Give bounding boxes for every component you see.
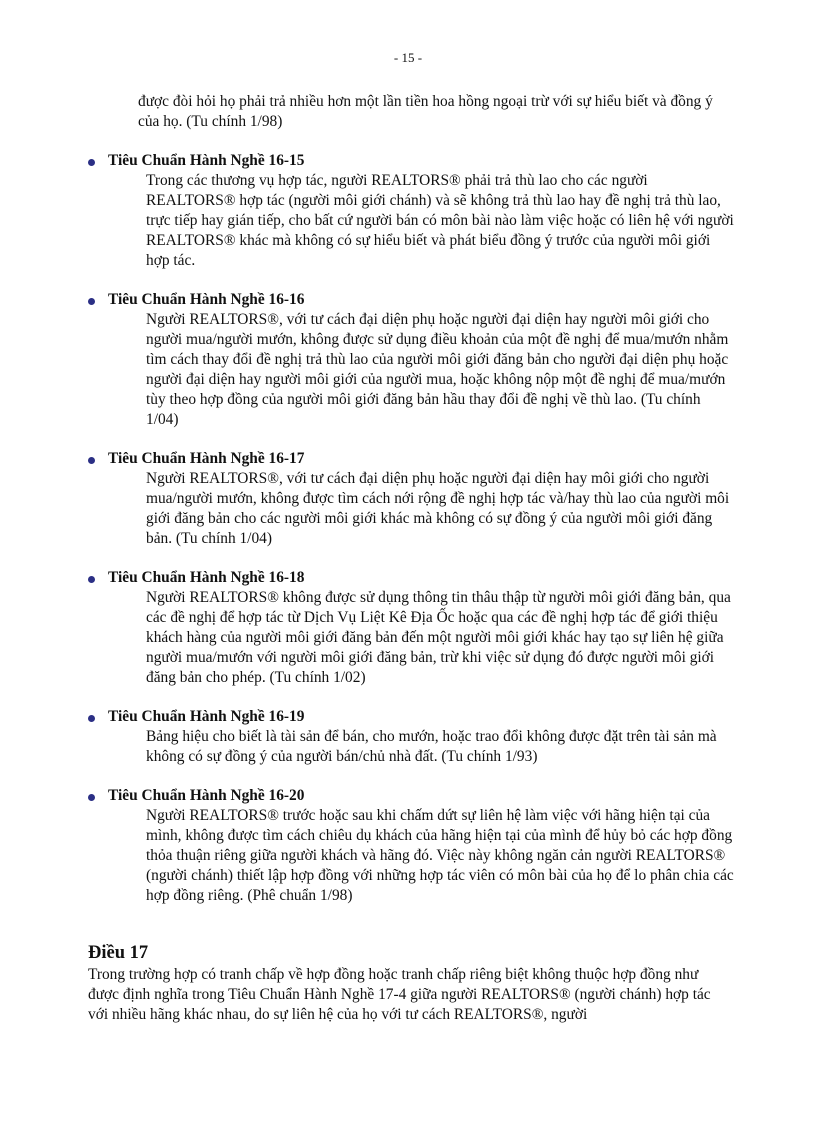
standard-title: Tiêu Chuẩn Hành Nghề 16-19 — [108, 708, 305, 725]
article-section — [88, 941, 748, 1025]
standard-title: Tiêu Chuẩn Hành Nghề 16-18 — [108, 569, 305, 586]
standard-item — [88, 568, 748, 688]
standard-heading — [88, 290, 748, 310]
standard-item — [88, 449, 748, 549]
article-body: Trong trường hợp có tranh chấp về hợp đồng hoặc tranh chấp riêng biệt không thuộc hợp đồng như được định nghĩa trong Tiêu Chuẩn Hành Nghề 17-4 giữa người REALTORS® (người chánh) hợp tác với nhiều hãng khác nhau, do sự liên hệ của họ với tư cách REALTORS®, người — [88, 966, 711, 1023]
standard-title: Tiêu Chuẩn Hành Nghề 16-15 — [108, 152, 305, 169]
bullet-icon — [88, 794, 95, 801]
standard-heading — [88, 449, 748, 469]
bullet-icon — [88, 576, 95, 583]
bullet-icon — [88, 715, 95, 722]
standard-body: Trong các thương vụ hợp tác, người REALTORS® phải trả thù lao cho các người REALTORS® hợp tác (người môi giới chánh) và sẽ không trả thù lao hay đề nghị trả thù lao, trực tiếp hay gián tiếp, cho bất cứ người bán có môn bài nào làm việc hoặc có liên hệ với người REALTORS® khác mà không có sự hiểu biết và phát biểu đồng ý trước của người môi giới hợp tác. — [146, 172, 734, 269]
standard-heading — [88, 707, 748, 727]
standard-body: Bảng hiệu cho biết là tài sản để bán, cho mướn, hoặc trao đổi không được đặt trên tài sản mà không có sự đồng ý của người bán/chủ nhà đất. (Tu chính 1/93) — [146, 728, 717, 765]
bullet-icon — [88, 159, 95, 166]
standards-list — [88, 151, 748, 925]
page-number: - 15 - — [393, 50, 423, 65]
intro-paragraph: được đòi hỏi họ phải trả nhiều hơn một lần tiền hoa hồng ngoại trừ với sự hiểu biết và đồng ý của họ. (Tu chính 1/98) — [138, 93, 713, 130]
standard-body: Người REALTORS®, với tư cách đại diện phụ hoặc người đại diện hay người môi giới cho người mua/người mướn, không được sử dụng điều khoản của một đề nghị để mua/mướn nhằm tìm cách thay đổi đề nghị trả thù lao của người môi giới đăng bản cho người đại diện phụ hoặc người đại diện hay người môi giới của người mua, hoặc không nộp một đề nghị để mua/mướn tùy theo hợp đồng của người môi giới đăng bản hầu thay đổi đề nghị về thù lao. (Tu chính 1/04) — [146, 311, 729, 428]
standard-title: Tiêu Chuẩn Hành Nghề 16-16 — [108, 291, 305, 308]
standard-item — [88, 786, 748, 906]
standard-item — [88, 707, 748, 767]
standard-body: Người REALTORS® trước hoặc sau khi chấm dứt sự liên hệ làm việc với hãng hiện tại của mình, không được tìm cách chiêu dụ khách của hãng hiện tại của mình để hủy bỏ các hợp đồng thỏa thuận riêng giữa người khách và hãng đó. Việc này không ngăn cản người REALTORS® (người chánh) thiết lập hợp đồng với những hợp tác viên có môn bài của họ để lo phân chia các hợp đồng riêng. (Phê chuẩn 1/98) — [146, 807, 734, 904]
article-title: Điều 17 — [88, 943, 149, 963]
standard-heading — [88, 151, 748, 171]
standard-body: Người REALTORS®, với tư cách đại diện phụ hoặc người đại diện hay môi giới cho người mua/người mướn, không được tìm cách nới rộng đề nghị hợp tác và/hay thù lao của người môi giới đăng bản cho các người môi giới khác mà không có sự đồng ý của người môi giới đăng bản. (Tu chính 1/04) — [146, 470, 730, 547]
standard-heading — [88, 568, 748, 588]
standard-item — [88, 151, 748, 271]
bullet-icon — [88, 298, 95, 305]
bullet-icon — [88, 457, 95, 464]
standard-heading — [88, 786, 748, 806]
standard-body: Người REALTORS® không được sử dụng thông tin thâu thập từ người môi giới đăng bản, qua các đề nghị để hợp tác từ Dịch Vụ Liệt Kê Địa Ốc hoặc qua các đề nghị hợp tác để giới thiệu khách hàng của người môi giới đăng bản đến một người môi giới khác hay tạo sự liên hệ giữa người mua/mướn với người môi giới đăng bản, trừ khi việc sử dụng đó được người môi giới đăng bản cho phép. (Tu chính 1/02) — [146, 589, 731, 686]
standard-title: Tiêu Chuẩn Hành Nghề 16-17 — [108, 450, 305, 467]
standard-item — [88, 290, 748, 430]
standard-title: Tiêu Chuẩn Hành Nghề 16-20 — [108, 787, 305, 804]
